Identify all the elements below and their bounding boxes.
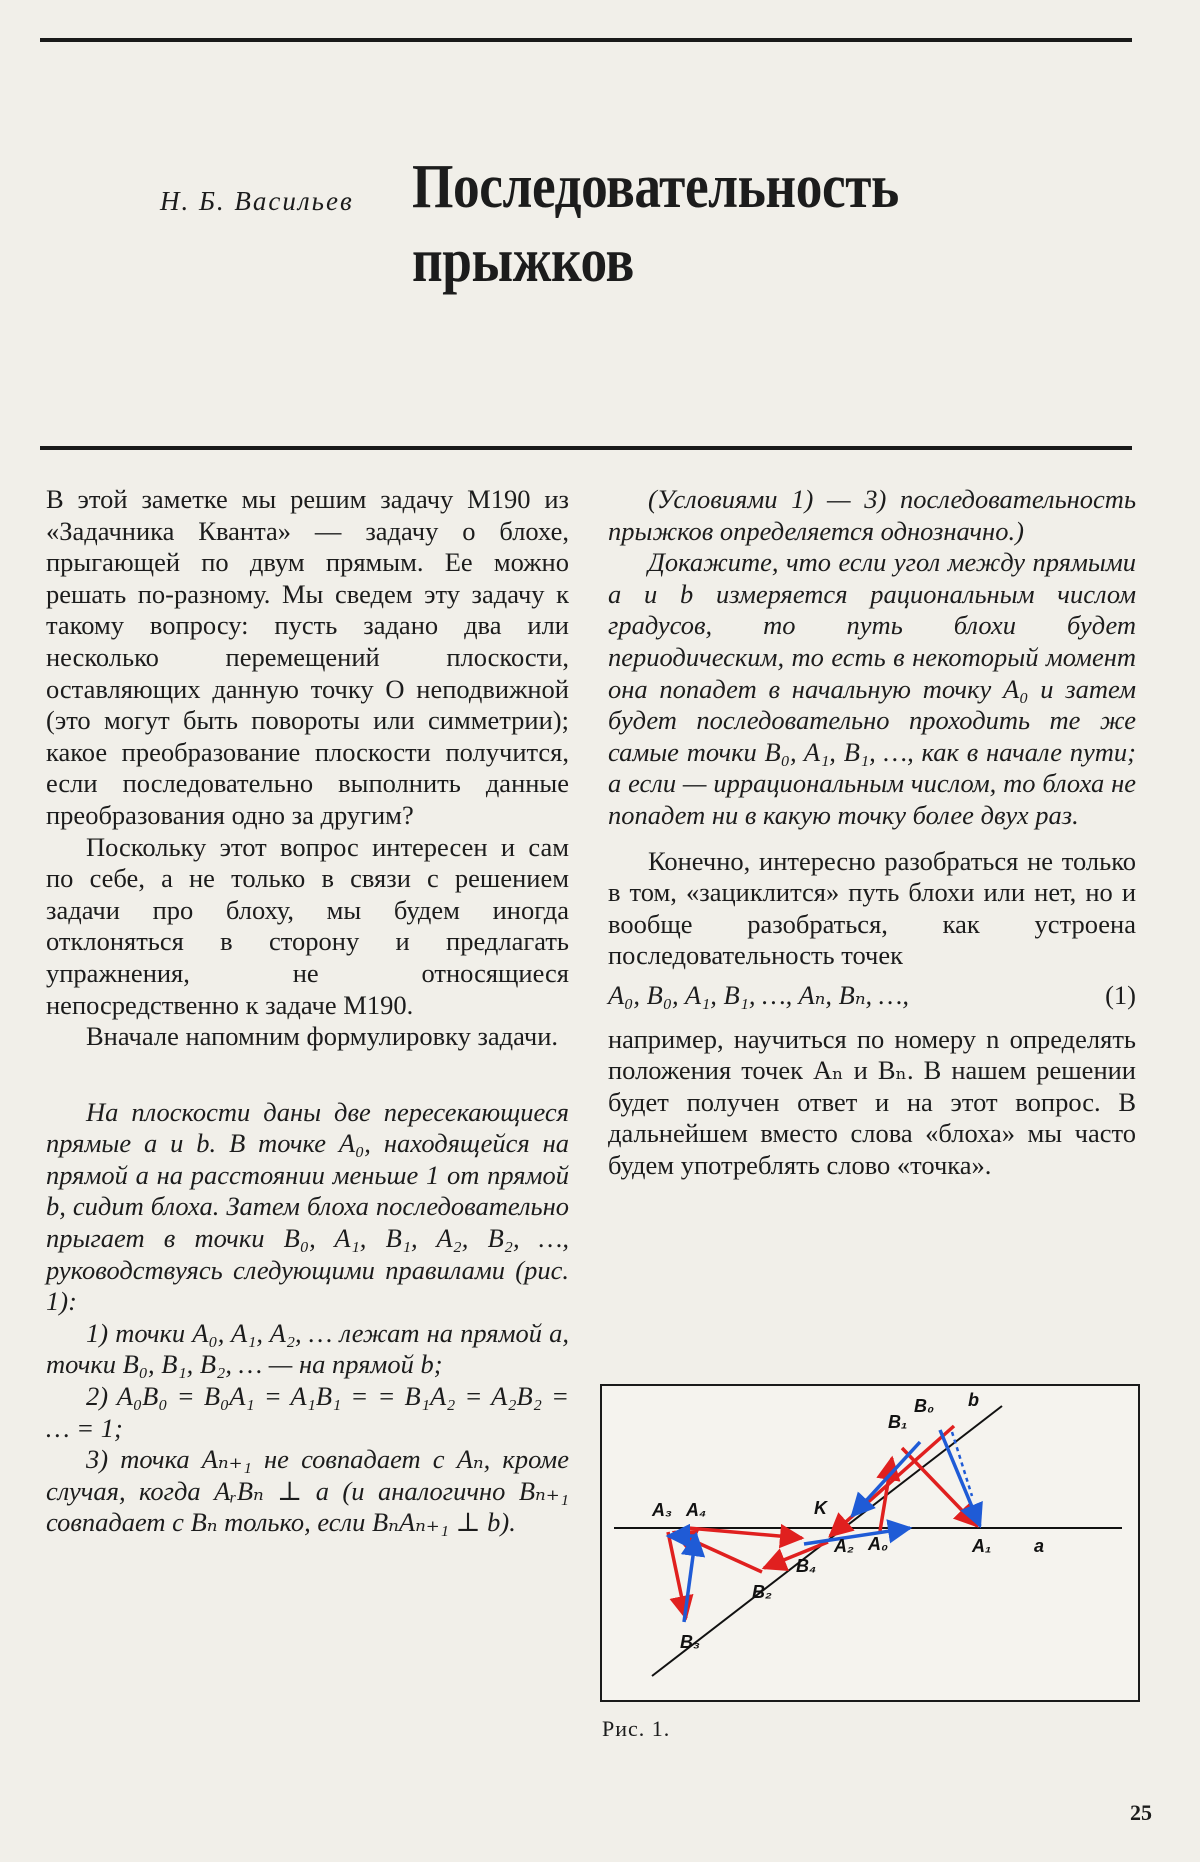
label-a: a bbox=[1034, 1536, 1045, 1556]
blue-arrow bbox=[940, 1430, 980, 1526]
red-arrow bbox=[902, 1448, 977, 1526]
label-A1: A₁ bbox=[972, 1536, 992, 1556]
paragraph-intro: В этой заметке мы решим задачу М190 из «Задачника Кванта» — задачу о блохе, прыгающей по двум прямым. Ее можно решать по-разному. Мы сведем эту задачу к такому вопросу: пусть задано два или несколько перемещений плоскости, оставляющих данную точку O неподвижной (это могут быть повороты или симметрии); какое преобразование плоскости получится, если последовательно выполнить данные преобразования одно за другим? bbox=[46, 484, 569, 830]
author-name: Н. Б. Васильев bbox=[160, 186, 354, 216]
spacer bbox=[608, 832, 1136, 846]
rule-2: 2) A₀B₀ = B₀A₁ = A₁B₁ = = B₁A₂ = A₂B₂ = … = 1; bbox=[46, 1381, 569, 1443]
page-number: 25 bbox=[1130, 1800, 1152, 1825]
title-line-1: Последовательность bbox=[412, 153, 899, 221]
article-title bbox=[412, 150, 980, 298]
label-A0: A₀ bbox=[868, 1534, 889, 1554]
paragraph-reminder: Вначале напомним формулировку задачи. bbox=[86, 1021, 559, 1052]
red-arrow bbox=[668, 1532, 686, 1618]
label-b: b bbox=[968, 1390, 979, 1410]
label-B3: B₃ bbox=[680, 1632, 700, 1652]
label-B1: B₁ bbox=[888, 1412, 908, 1432]
label-K: K bbox=[814, 1498, 827, 1518]
rule-3: 3) точка Aₙ₊₁ не совпадает с Aₙ, кроме случая, когда AᵣBₙ ⊥ a (и аналогично Bₙ₊₁ совпадает с Bₙ только, если BₙAₙ₊₁ ⊥ b). bbox=[46, 1444, 569, 1538]
blue-arrow bbox=[684, 1534, 696, 1622]
label-B4: B₄ bbox=[796, 1556, 817, 1576]
rule-1: 1) точки A₀, A₁, A₂, … лежат на прямой a, точки B₀, B₁, B₂, … — на прямой b; bbox=[46, 1317, 569, 1380]
spacer bbox=[46, 1053, 569, 1097]
label-B0: B₀ bbox=[914, 1396, 935, 1416]
red-arrow bbox=[674, 1532, 762, 1572]
red-jumps bbox=[668, 1426, 977, 1618]
figure-caption: Рис. 1. bbox=[602, 1716, 671, 1741]
paragraph-motivation: Поскольку этот вопрос интересен и сам по себе, а не только в связи с решением задачи про блоху, мы будем иногда отклоняться в сторону и предлагать упражнения, не относящиеся непосредственно к задаче М190. bbox=[46, 831, 569, 1020]
formula-number: (1) bbox=[1105, 979, 1136, 1010]
red-arrow bbox=[880, 1458, 892, 1531]
figure-1 bbox=[600, 1384, 1140, 1702]
label-A4: A₄ bbox=[686, 1500, 707, 1520]
paragraph-goal: например, научиться по номеру n определять положения точек Aₙ и Bₙ. В нашем решении будет получен ответ и на этот вопрос. В дальнейшем вместо слова «блоха» мы часто будем употреблять слово «точка». bbox=[608, 1023, 1136, 1180]
left-column bbox=[46, 484, 569, 1539]
figure-diagram bbox=[602, 1386, 1138, 1700]
paragraph-prove: Докажите, что если угол между прямыми a и b измеряется рациональным числом градусов, то путь блохи будет периодическим, то есть в некоторый момент она попадет в начальную точку A₀ и затем будет последовательно проходить те же самые точки B₀, A₁, B₁, …, как в начале пути; а если — иррациональным числом, то блоха не попадет ни в какую точку более двух раз. bbox=[608, 547, 1136, 830]
header-bottom-rule bbox=[40, 446, 1132, 450]
paragraph-uniqueness: (Условиями 1) — 3) последовательность прыжков определяется однозначно.) bbox=[608, 484, 1136, 546]
sequence-text: A₀, B₀, A₁, B₁, …, Aₙ, Bₙ, …, bbox=[608, 979, 909, 1010]
blue-arrow bbox=[804, 1528, 910, 1544]
title-line-2: прыжков bbox=[412, 227, 634, 295]
right-column bbox=[608, 484, 1136, 1181]
sequence-formula bbox=[608, 980, 1136, 1012]
label-A3: A₃ bbox=[652, 1500, 672, 1520]
top-rule bbox=[40, 38, 1132, 42]
label-A2: A₂ bbox=[834, 1536, 854, 1556]
paragraph-sequence-intro: Конечно, интересно разобраться не только в том, «зациклится» путь блохи или нет, но и вообще разобраться, как устроена последовательность точек bbox=[608, 845, 1136, 971]
problem-statement: На плоскости даны две пересекающиеся прямые a и b. В точке A₀, находящейся на прямой a на расстоянии меньше 1 от прямой b, сидит блоха. Затем блоха последовательно прыгает в точки B₀, A₁, B₁, A₂, B₂, …, руководствуясь следующими правилами (рис. 1): bbox=[46, 1096, 569, 1317]
label-B2: B₂ bbox=[752, 1582, 772, 1602]
red-arrow bbox=[688, 1528, 802, 1538]
